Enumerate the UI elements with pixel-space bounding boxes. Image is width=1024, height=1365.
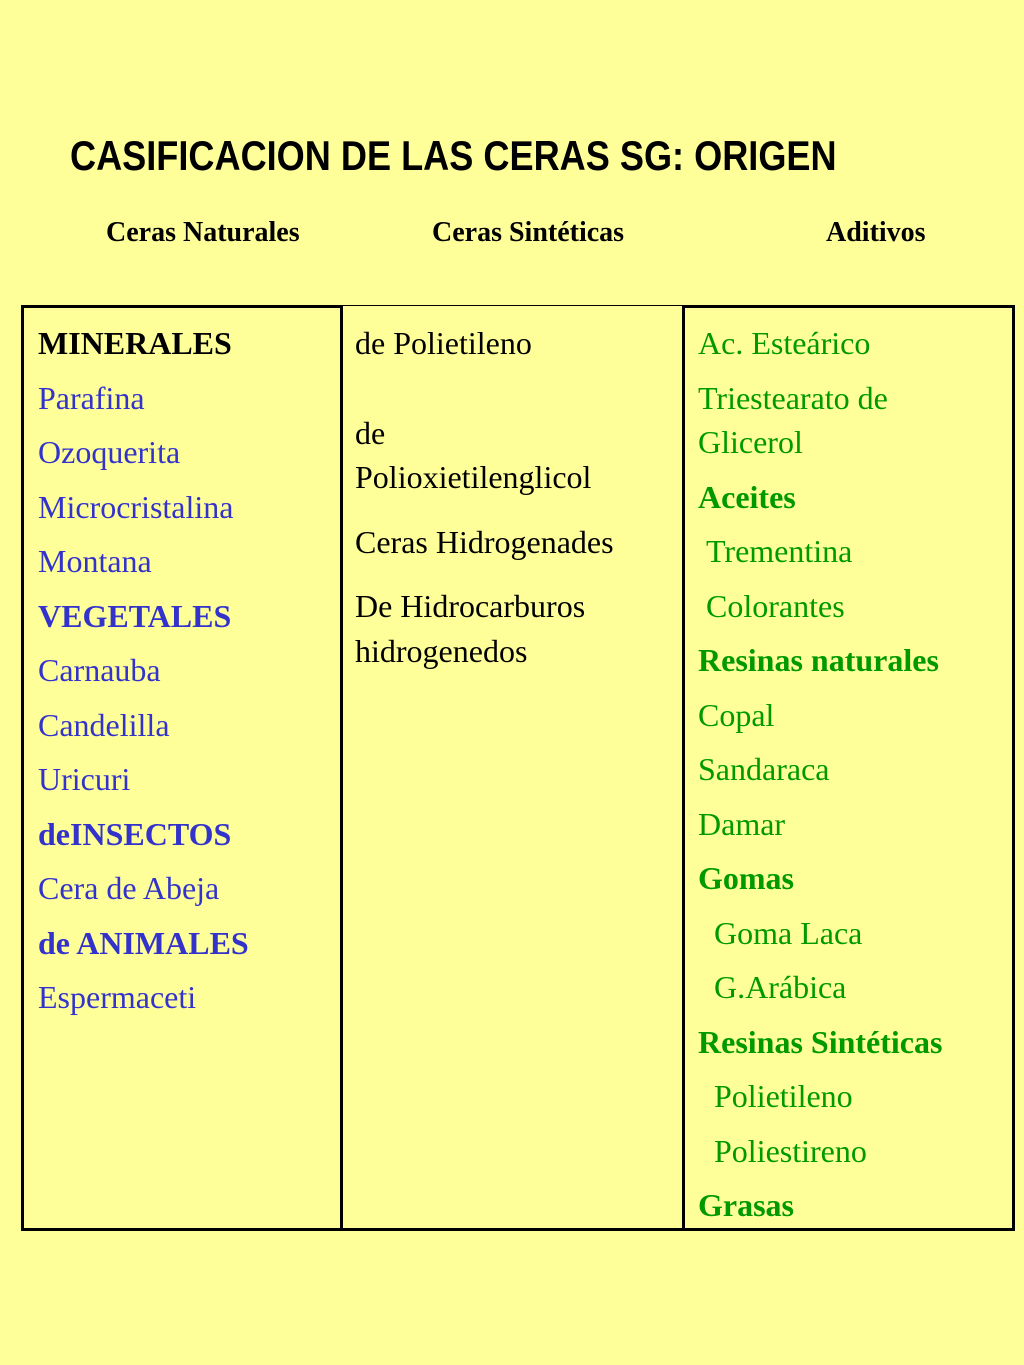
category-animales: de ANIMALES xyxy=(38,924,249,961)
list-item-cera-abeja: Cera de Abeja xyxy=(38,870,220,906)
category-grasas: Grasas xyxy=(698,1187,794,1223)
list-item-sandaraca: Sandaraca xyxy=(698,751,830,787)
category-resinas-sinteticas: Resinas Sintéticas xyxy=(698,1023,943,1060)
page-title: CASIFICACION DE LAS CERAS SG: ORIGEN xyxy=(70,132,837,179)
list-item-polioxi-prefix: de xyxy=(355,414,386,451)
list-item-montana: Montana xyxy=(38,543,152,579)
list-item-hidrogenedos: hidrogenedos xyxy=(355,632,528,669)
list-item-espermaceti: Espermaceti xyxy=(38,979,197,1015)
list-item-colorantes: Colorantes xyxy=(698,587,845,624)
column-ceras-sinteticas xyxy=(341,305,684,1231)
list-item-copal: Copal xyxy=(698,696,775,733)
list-item-damar: Damar xyxy=(698,805,786,842)
category-gomas: Gomas xyxy=(698,860,794,896)
list-item-g-arabica: G.Arábica xyxy=(698,969,847,1005)
list-item-microcristalina: Microcristalina xyxy=(38,488,234,525)
list-item-hidrocarburos: De Hidrocarburos xyxy=(355,588,586,624)
list-item-parafina: Parafina xyxy=(38,379,145,416)
list-item-polietileno: de Polietileno xyxy=(355,325,532,361)
list-item-goma-laca: Goma Laca xyxy=(698,914,863,951)
list-item-poliestireno: Poliestireno xyxy=(698,1132,867,1169)
category-insectos: deINSECTOS xyxy=(38,815,232,852)
column-ceras-naturales xyxy=(21,305,343,1231)
header-ceras-sinteticas: Ceras Sintéticas xyxy=(432,217,625,248)
list-item-candelilla: Candelilla xyxy=(38,706,170,743)
list-item-ozoquerita: Ozoquerita xyxy=(38,434,181,470)
list-item-carnauba: Carnauba xyxy=(38,652,161,688)
category-aceites: Aceites xyxy=(698,478,796,515)
column-aditivos xyxy=(682,305,1015,1231)
category-vegetales: VEGETALES xyxy=(38,597,232,634)
list-item-trementina: Trementina xyxy=(698,533,853,569)
category-minerales: MINERALES xyxy=(38,325,232,361)
list-item-polietileno-aditivo: Polietileno xyxy=(698,1078,853,1114)
category-resinas-naturales: Resinas naturales xyxy=(698,642,939,678)
header-aditivos: Aditivos xyxy=(826,217,926,248)
list-item-triestearato: Triestearato de xyxy=(698,379,888,416)
list-item-glicerol: Glicerol xyxy=(698,424,803,460)
list-item-polioxietilenglicol: Polioxietilenglicol xyxy=(355,459,592,495)
list-item-ceras-hidrogenades: Ceras Hidrogenades xyxy=(355,523,614,560)
list-item-ac-estearico: Ac. Esteárico xyxy=(698,325,871,361)
header-ceras-naturales: Ceras Naturales xyxy=(106,217,300,248)
list-item-uricuri: Uricuri xyxy=(38,761,131,797)
